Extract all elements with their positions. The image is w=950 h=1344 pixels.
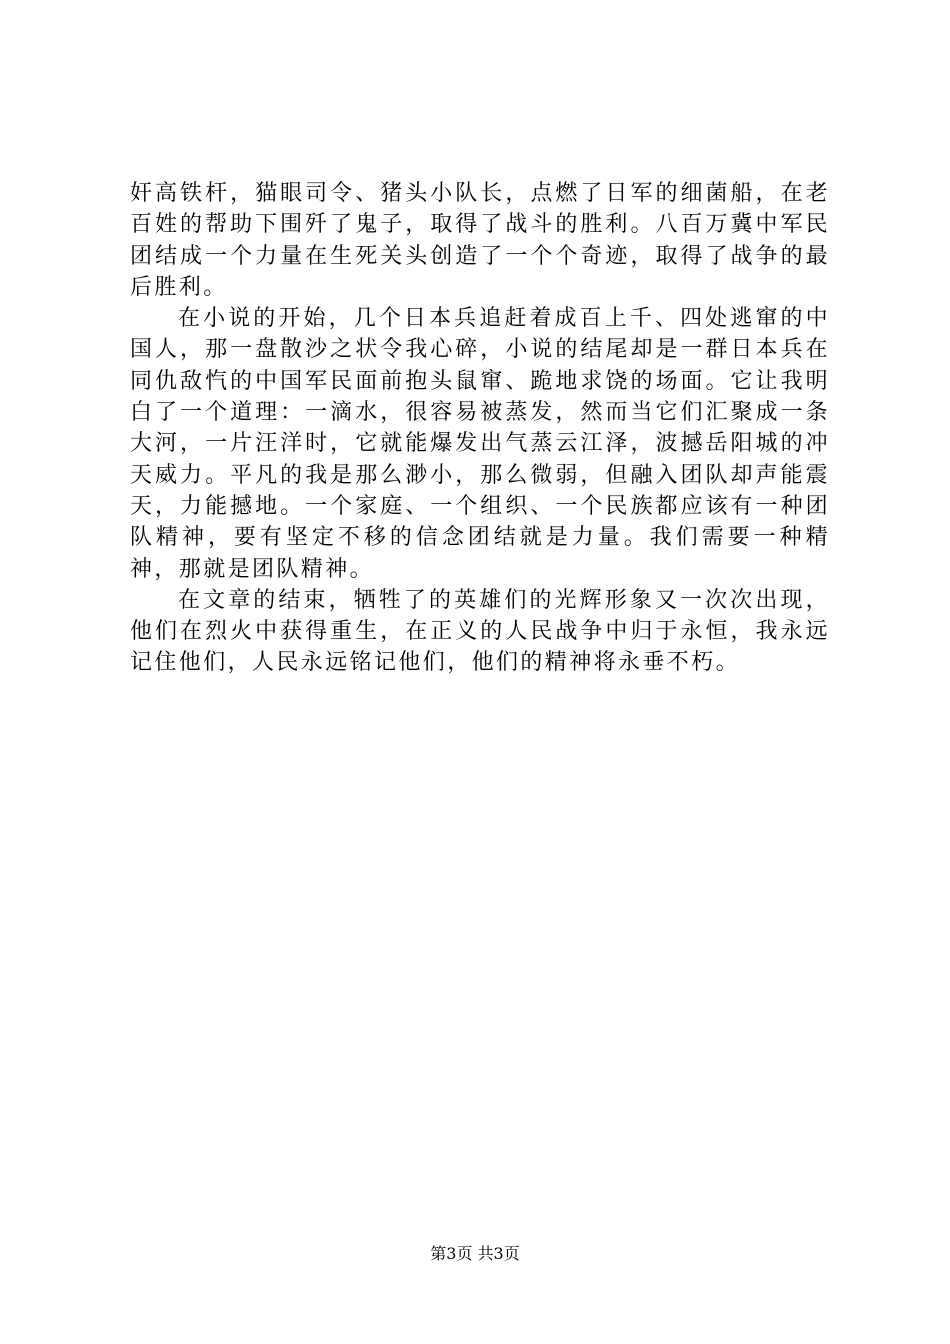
- paragraph-continued: 奸高铁杆，猫眼司令、猪头小队长，点燃了日军的细菌船，在老百姓的帮助下围歼了鬼子，取得了战斗的胜利。八百万冀中军民团结成一个力量在生死关头创造了一个个奇迹，取得了战争的最后胜利。: [130, 181, 830, 300]
- paragraph-novel-beginning: 在小说的开始，几个日本兵追赶着成百上千、四处逃窜的中国人，那一盘散沙之状令我心碎，小说的结尾却是一群日本兵在同仇敌忾的中国军民面前抱头鼠窜、跪地求饶的场面。它让我明白了一个道理：一滴水，很容易被蒸发，然而当它们汇聚成一条大河，一片汪洋时，它就能爆发出气蒸云江泽，波撼岳阳城的冲天威力。平凡的我是那么渺小，那么微弱，但融入团队却声能震天，力能撼地。一个家庭、一个组织、一个民族都应该有一种团队精神，要有坚定不移的信念团结就是力量。我们需要一种精神，那就是团队精神。: [130, 306, 830, 582]
- page-footer: 第3页 共3页: [430, 1244, 520, 1263]
- article-body: [130, 178, 830, 679]
- paragraph-article-ending: 在文章的结束，牺牲了的英雄们的光辉形象又一次次出现，他们在烈火中获得重生，在正义的人民战争中归于永恒，我永远记住他们，人民永远铭记他们，他们的精神将永垂不朽。: [130, 587, 830, 676]
